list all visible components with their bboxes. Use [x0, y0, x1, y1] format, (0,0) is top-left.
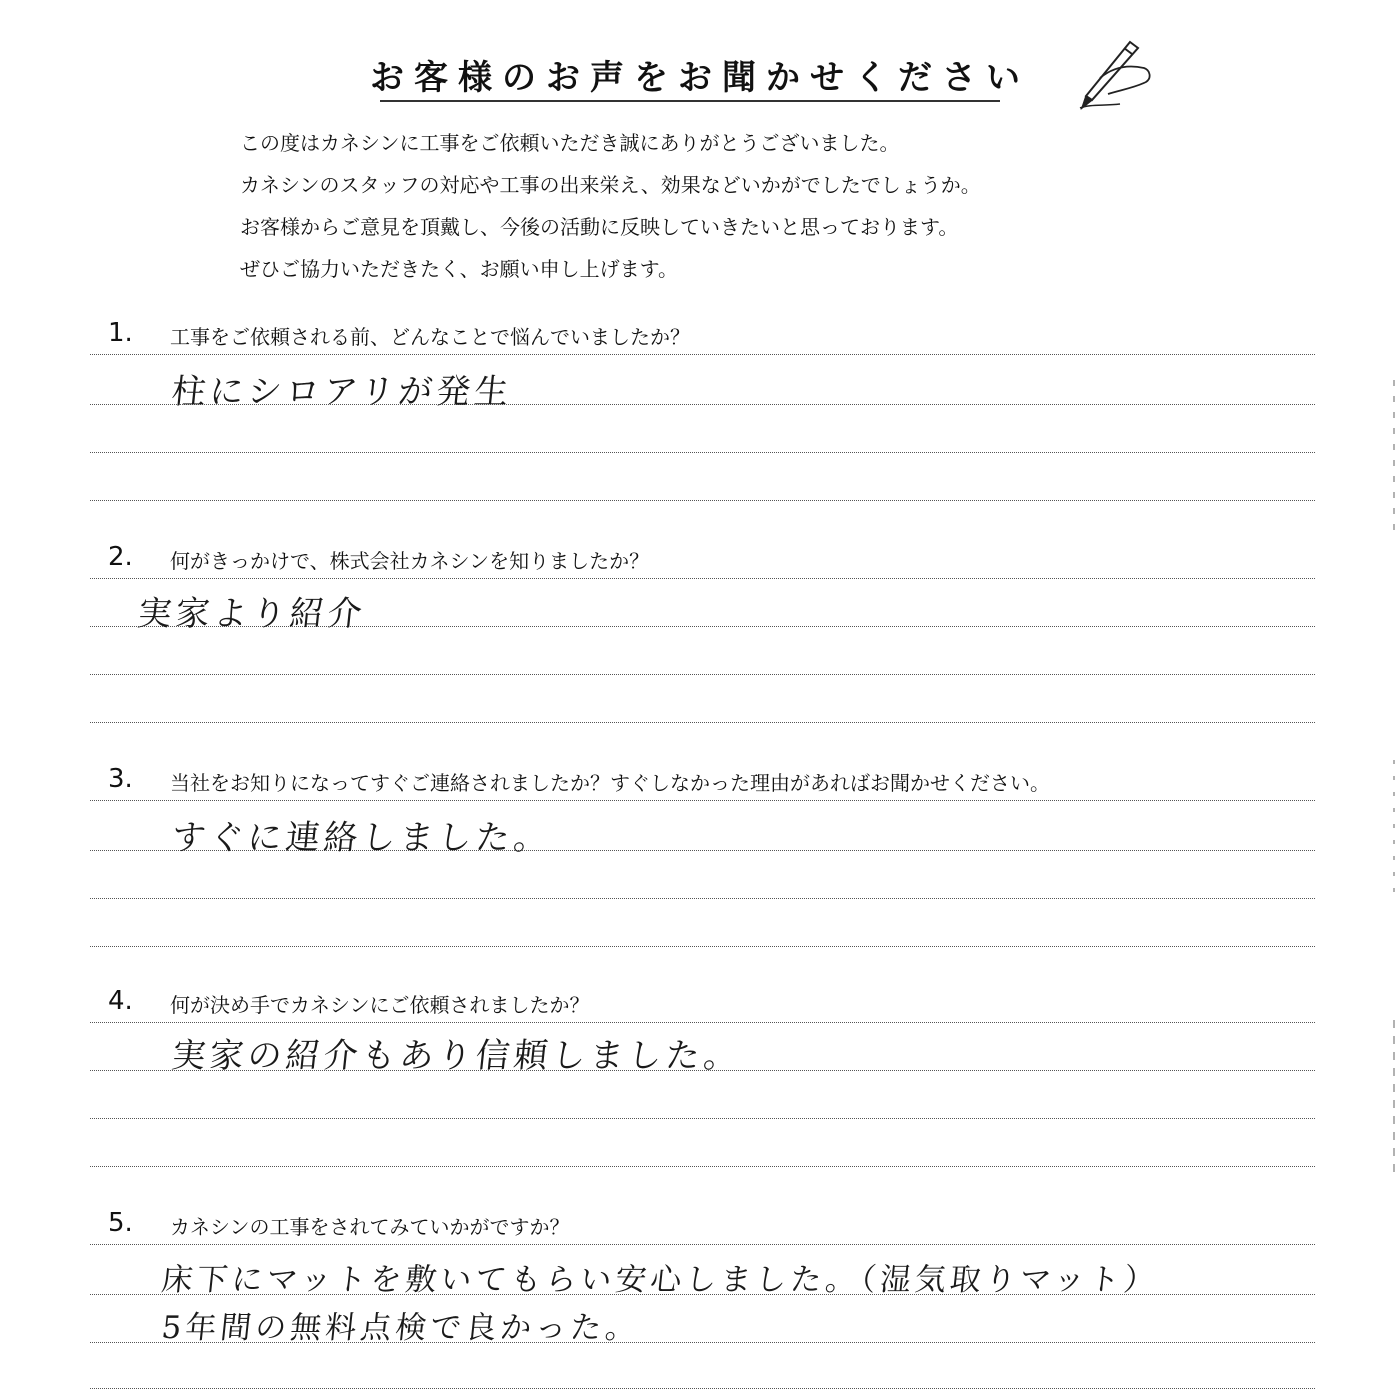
answer-line [90, 452, 1315, 453]
answer-line [90, 1166, 1315, 1167]
answer-line [90, 800, 1315, 801]
handwritten-answer: 実家の紹介もあり信頼しました。 [169, 1036, 744, 1076]
question-5 [90, 1202, 1315, 1346]
answer-line [90, 946, 1315, 947]
question-1 [90, 312, 1315, 412]
question-text: 何がきっかけで、株式会社カネシンを知りましたか？ [170, 549, 650, 573]
handwritten-answer: 床下にマットを敷いてもらい安心しました。（湿気取りマット） [159, 1262, 1161, 1298]
answer-line [90, 500, 1315, 501]
question-text: 工事をご依頼される前、どんなことで悩んでいましたか？ [170, 325, 690, 349]
handwritten-answer: 5年間の無料点検で良かった。 [159, 1310, 643, 1346]
handwritten-answer: 柱にシロアリが発生 [169, 372, 515, 412]
answer-line [90, 1388, 1315, 1389]
answer-line [90, 1118, 1315, 1119]
question-3 [90, 758, 1315, 858]
answer-line [90, 1244, 1315, 1245]
question-text: 当社をお知りになってすぐご連絡されましたか？すぐしなかった理由があればお聞かせください。 [170, 771, 1050, 795]
intro-line: カネシンのスタッフの対応や工事の出来栄え、効果などいかがでしたでしょうか。 [240, 173, 981, 197]
answer-line [90, 354, 1315, 355]
question-number: 4. [108, 986, 133, 1016]
page-title: お客様のお声をお聞かせください [370, 57, 1030, 98]
pen-writing-icon [1060, 38, 1160, 118]
answer-line [90, 1022, 1315, 1023]
intro-line: お客様からご意見を頂戴し、今後の活動に反映していきたいと思っております。 [240, 215, 959, 239]
question-number: 1. [108, 318, 133, 348]
question-text: 何が決め手でカネシンにご依頼されましたか？ [170, 993, 590, 1017]
answer-line [90, 898, 1315, 899]
intro-line: ぜひご協力いただきたく、お願い申し上げます。 [240, 257, 678, 281]
question-number: 5. [108, 1208, 133, 1238]
question-2 [90, 536, 1315, 634]
question-number: 3. [108, 764, 133, 794]
intro-line: この度はカネシンに工事をご依頼いただき誠にありがとうございました。 [240, 131, 900, 155]
handwritten-answer: すぐに連絡しました。 [169, 818, 554, 858]
answer-line [90, 674, 1315, 675]
answer-line [90, 578, 1315, 579]
question-text: カネシンの工事をされてみていかがですか？ [170, 1215, 570, 1239]
question-4 [90, 980, 1315, 1076]
answer-line [90, 722, 1315, 723]
intro-text [240, 122, 1240, 290]
scan-edge-marks [1388, 380, 1400, 1180]
title-underline [380, 100, 1000, 102]
handwritten-answer: 実家より紹介 [135, 594, 368, 634]
question-number: 2. [108, 542, 133, 572]
